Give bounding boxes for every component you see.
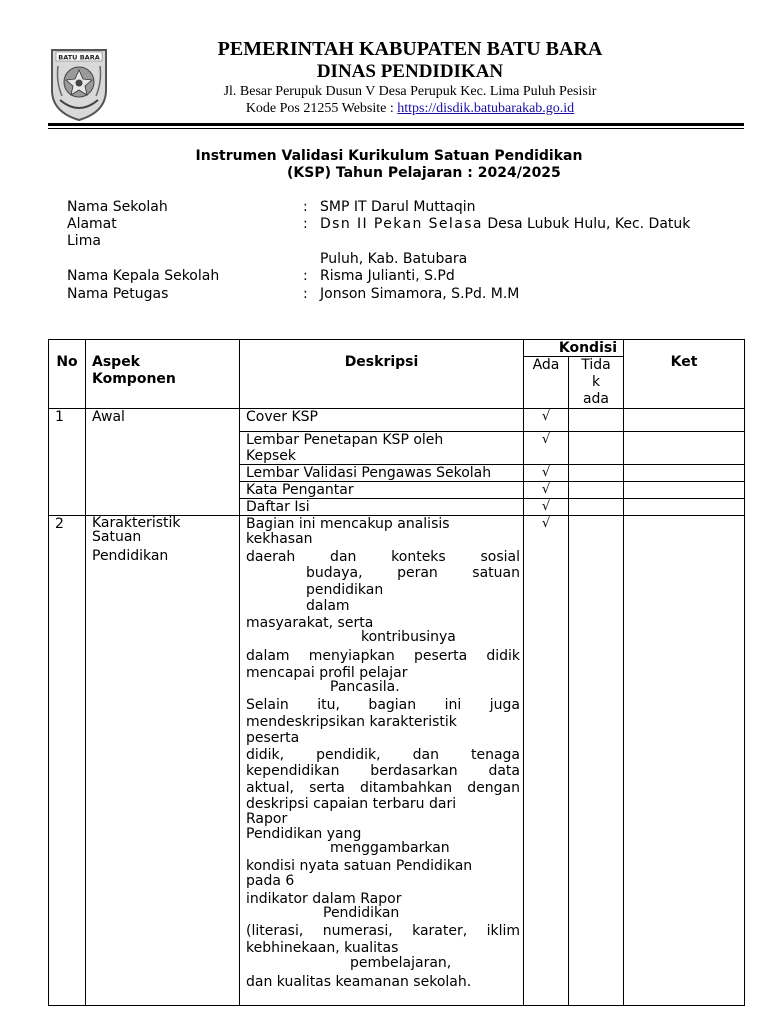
table-row (49, 409, 745, 432)
row1-item-kata-pengantar: Kata Pengantar (240, 482, 524, 499)
empty-cell (569, 499, 624, 516)
row2-aspek: Karakteristik Satuan Pendidikan (86, 516, 240, 1006)
alamat-label: Alamat (67, 216, 117, 232)
validation-table (48, 339, 745, 1006)
row1-item-lembar-validasi: Lembar Validasi Pengawas Sekolah (240, 465, 524, 482)
row1-item-cover: Cover KSP (240, 409, 524, 432)
colon: : (303, 286, 308, 302)
header-kondisi: Kondisi (524, 340, 624, 357)
kepala-sekolah-value: Risma Julianti, S.Pd (320, 268, 455, 284)
empty-cell (569, 482, 624, 499)
colon: : (303, 199, 308, 215)
alamat-dusun: Dsn II Pekan Selasa (320, 216, 483, 232)
petugas-label: Nama Petugas (67, 286, 169, 302)
kop-government-name: PEMERINTAH KABUPATEN BATU BARA (217, 38, 603, 60)
kop-address: Jl. Besar Perupuk Dusun V Desa Perupuk Kec. Lima Puluh Pesisir (223, 84, 597, 99)
row2-deskripsi: Bagian ini mencakup analisis kekhasan daerah dan konteks sosial budaya, peran satuan pendidikan dalam masyarakat, serta kontribusinya dalam menyiapkan peserta didik mencapai profil pelajar Pancasila. Selain itu, bagian ini juga mendeskripsikan karakteristik peserta didik, pendidik, dan tenaga kependidikan berdasarkan data aktual, serta ditambahkan dengan deskripsi capaian terbaru dari Rapor Pendidikan yang menggambarkan kondisi nyata satuan Pendidikan pada 6 indikator dalam Rapor Pendidikan (literasi, numerasi, karater, iklim kebhinekaan, kualitas pembelajaran, dan kualitas keamanan sekolah. (240, 516, 524, 1006)
colon: : (303, 216, 308, 232)
header-deskripsi: Deskripsi (240, 340, 524, 409)
alamat-value-line1 (320, 216, 690, 233)
kop-postal-website (130, 101, 690, 117)
empty-cell (624, 465, 745, 482)
empty-cell (569, 516, 624, 1006)
alamat-desa: Desa Lubuk Hulu, Kec. Datuk (487, 216, 691, 232)
batu-bara-emblem-logo (48, 46, 110, 122)
empty-cell (569, 465, 624, 482)
document-title-line1: Instrumen Validasi Kurikulum Satuan Pendidikan (195, 148, 583, 164)
letterhead-rule-thick (48, 123, 744, 126)
check-mark: √ (524, 409, 569, 432)
row2-no: 2 (49, 516, 86, 1006)
document-title-line2: (KSP) Tahun Pelajaran : 2024/2025 (287, 165, 561, 181)
table-header-row (49, 340, 745, 357)
website-link[interactable]: https://disdik.batubarakab.go.id (397, 101, 575, 116)
empty-cell (624, 516, 745, 1006)
nama-sekolah-label: Nama Sekolah (67, 199, 168, 215)
header-ket: Ket (624, 340, 745, 409)
empty-cell (624, 432, 745, 465)
header-aspek-komponen: Aspek Komponen (86, 340, 240, 409)
kop-department-name: DINAS PENDIDIKAN (316, 61, 504, 82)
table-row (49, 516, 745, 1006)
empty-cell (624, 409, 745, 432)
empty-cell (569, 432, 624, 465)
check-mark: √ (524, 516, 569, 1006)
kepala-sekolah-label: Nama Kepala Sekolah (67, 268, 220, 284)
alamat-value-line2: Puluh, Kab. Batubara (320, 251, 468, 267)
header-tidak-ada: Tida k ada (569, 357, 624, 409)
alamat-label-continued: Lima (67, 233, 101, 249)
row1-no: 1 (49, 409, 86, 516)
row1-item-lembar-penetapan: Lembar Penetapan KSP oleh Kepsek (240, 432, 524, 465)
row1-aspek: Awal (86, 409, 240, 516)
header-no: No (49, 340, 86, 409)
colon: : (303, 268, 308, 284)
check-mark: √ (524, 499, 569, 516)
letterhead-rule-thin (48, 128, 744, 129)
empty-cell (569, 409, 624, 432)
header-ada: Ada (524, 357, 569, 409)
kop-postal-label: Kode Pos 21255 Website : (245, 101, 398, 116)
check-mark: √ (524, 465, 569, 482)
row1-item-daftar-isi: Daftar Isi (240, 499, 524, 516)
check-mark: √ (524, 432, 569, 465)
logo-text: BATU BARA (58, 53, 100, 62)
empty-cell (624, 482, 745, 499)
empty-cell (624, 499, 745, 516)
nama-sekolah-value: SMP IT Darul Muttaqin (320, 199, 476, 215)
check-mark: √ (524, 482, 569, 499)
petugas-value: Jonson Simamora, S.Pd. M.M (320, 286, 520, 302)
